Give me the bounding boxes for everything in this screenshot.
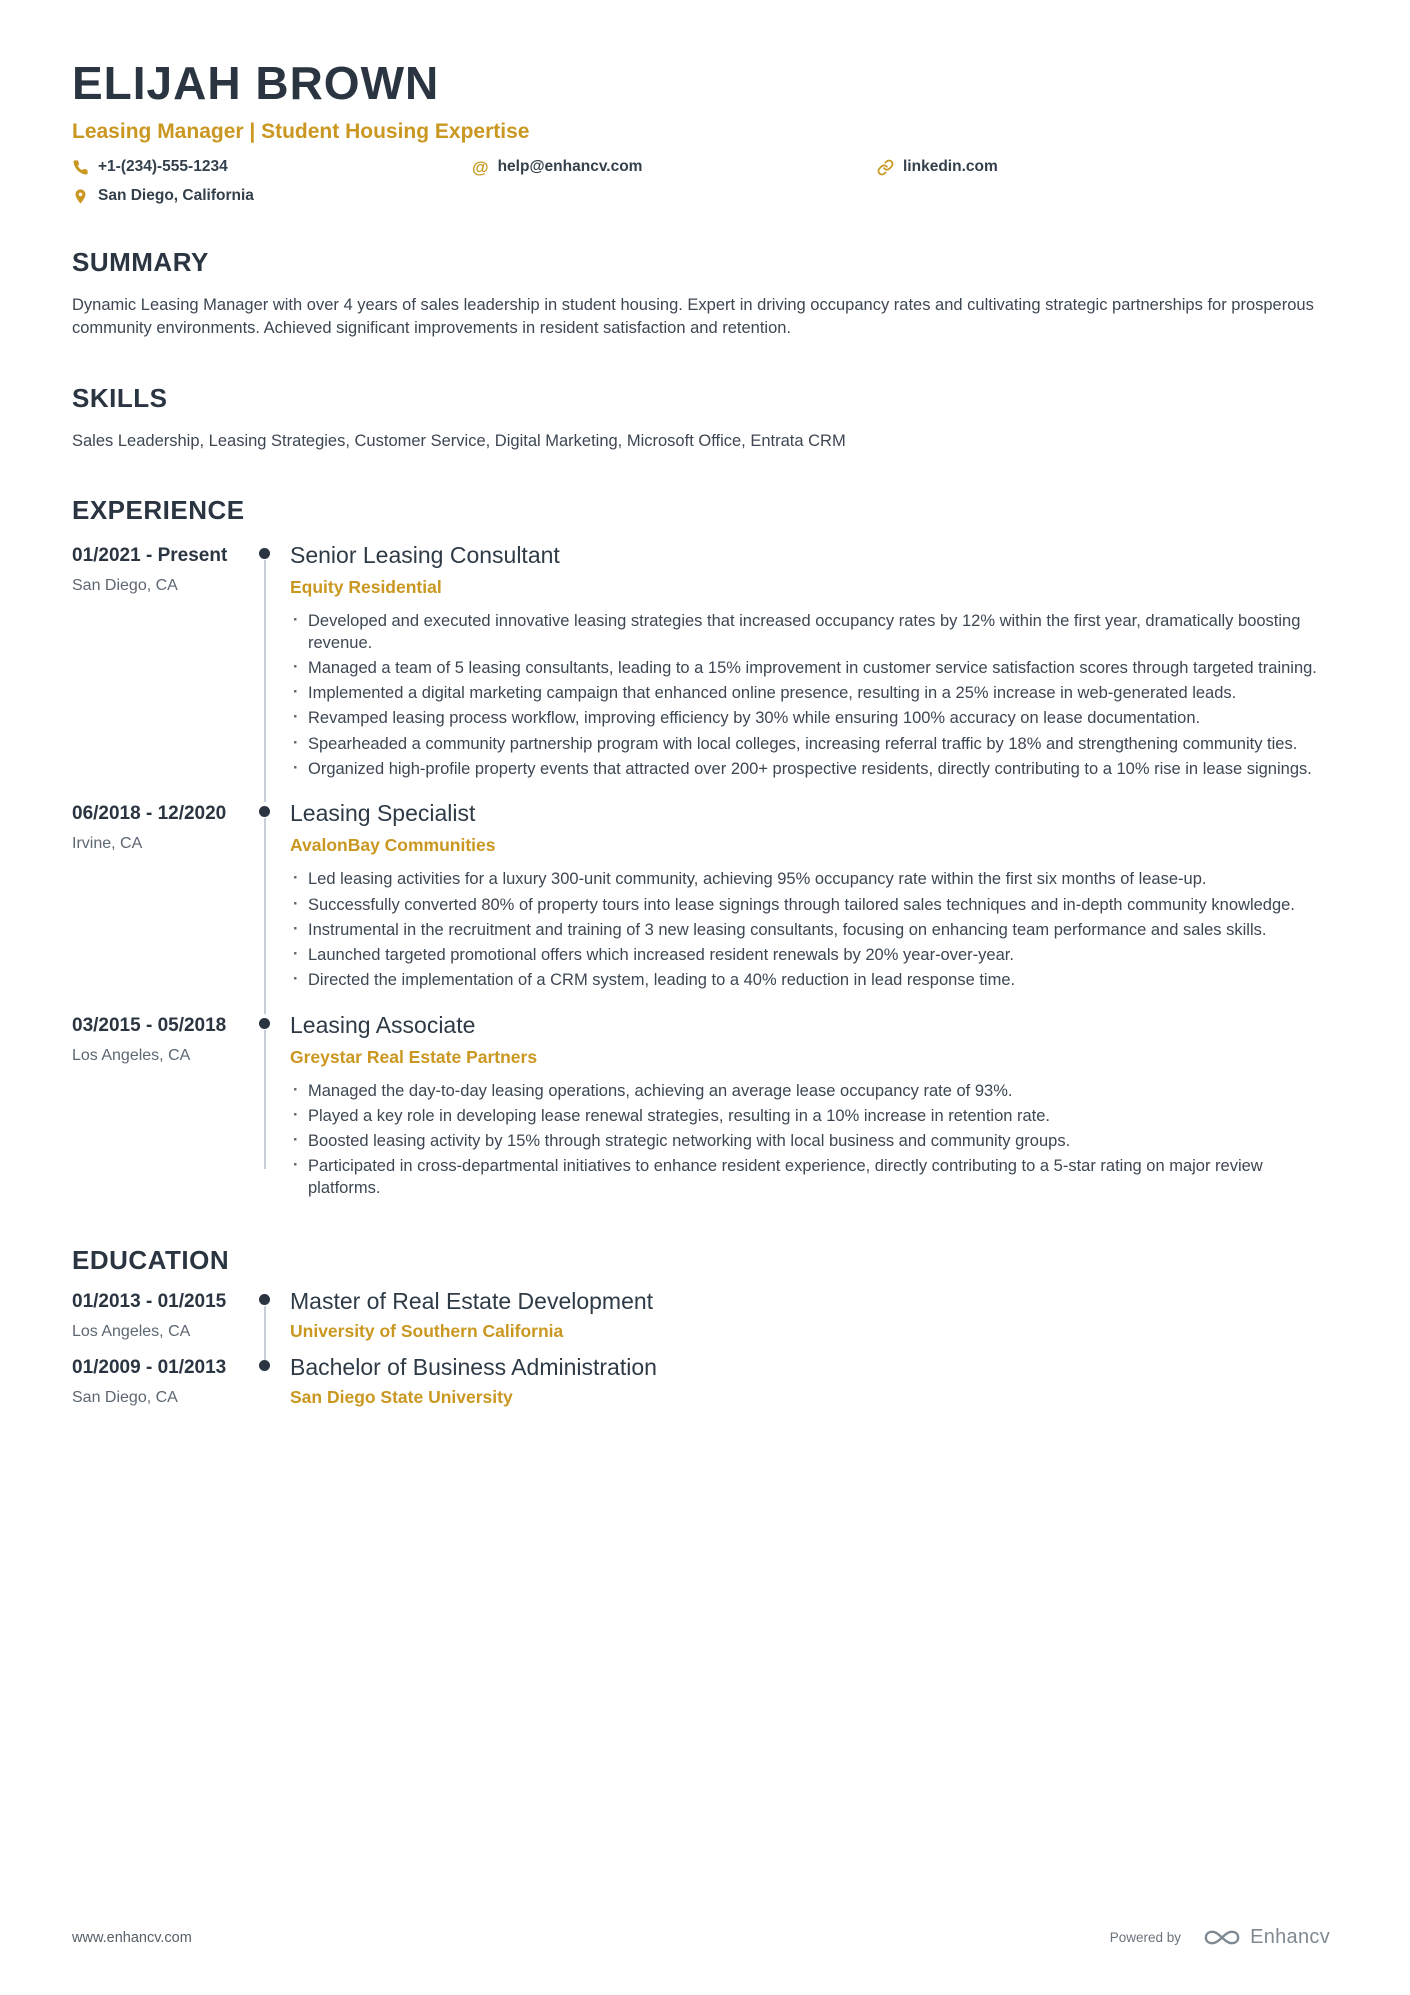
- entry-location: Los Angeles, CA: [72, 1046, 191, 1064]
- entry-location: Irvine, CA: [72, 835, 143, 853]
- phone-number: +1-(234)-555-1234: [98, 158, 228, 175]
- education-entry: [72, 1288, 1330, 1342]
- timeline-line: [264, 1030, 266, 1169]
- entry-dates: 03/2015 - 05/2018: [72, 1014, 227, 1036]
- brand-name: Enhancv: [1250, 1926, 1330, 1948]
- experience-heading: EXPERIENCE: [72, 495, 245, 526]
- experience-entry: [72, 800, 1330, 995]
- bullet-list: [290, 611, 1330, 780]
- entry-content: [290, 1354, 1330, 1408]
- bullet: · Participated in cross-departmental initiatives to enhance resident experience, directly contributing to a 5-star rating on major review platforms.: [290, 1156, 1330, 1199]
- website-link[interactable]: www.enhancv.com: [72, 1929, 192, 1946]
- bullet: · Managed a team of 5 leasing consultants, leading to a 15% improvement in customer service satisfaction scores through targeted training.: [290, 658, 1330, 679]
- timeline-dot: [259, 806, 270, 817]
- summary-section: [72, 247, 1330, 341]
- timeline: [254, 1288, 290, 1342]
- company-name: AvalonBay Communities: [290, 835, 496, 856]
- timeline: [254, 1012, 290, 1203]
- timeline-dot: [259, 1294, 270, 1305]
- education-entry: [72, 1354, 1330, 1408]
- entry-meta: [72, 800, 254, 995]
- timeline: [254, 1354, 290, 1408]
- phone-icon: [72, 159, 89, 176]
- timeline-line: [264, 818, 266, 1013]
- email-address: help@enhancv.com: [497, 158, 643, 175]
- entry-content: [290, 1288, 1330, 1342]
- school-name: San Diego State University: [290, 1387, 513, 1408]
- page-footer: [72, 1926, 1330, 1949]
- powered-by: [1110, 1926, 1330, 1949]
- bullet: · Played a key role in developing lease renewal strategies, resulting in a 10% increase in retention rate.: [290, 1106, 1330, 1127]
- powered-by-text: Powered by: [1109, 1930, 1182, 1945]
- experience-entry: [72, 542, 1330, 784]
- entry-meta: [72, 1288, 254, 1342]
- location-pin-icon: [72, 188, 89, 205]
- entry-dates: 06/2018 - 12/2020: [72, 803, 227, 825]
- location-text: San Diego, California: [98, 187, 254, 204]
- infinity-logo-icon: [1203, 1928, 1241, 1947]
- candidate-name: ELIJAH BROWN: [72, 57, 440, 109]
- entry-dates: 01/2021 - Present: [72, 545, 228, 567]
- education-heading: EDUCATION: [72, 1245, 230, 1276]
- entry-meta: [72, 542, 254, 784]
- entry-location: San Diego, CA: [72, 577, 178, 595]
- job-headline: Leasing Manager | Student Housing Expertise: [72, 120, 530, 143]
- school-name: University of Southern California: [290, 1321, 564, 1342]
- entry-content: [290, 542, 1330, 784]
- email-icon: @: [472, 157, 489, 177]
- summary-heading: SUMMARY: [72, 247, 209, 277]
- entry-meta: [72, 1012, 254, 1203]
- bullet: · Implemented a digital marketing campaign that enhanced online presence, resulting in a 25% increase in web-generated leads.: [290, 683, 1330, 704]
- email-contact[interactable]: [472, 158, 877, 176]
- timeline-dot: [259, 1360, 270, 1371]
- bullet: · Instrumental in the recruitment and training of 3 new leasing consultants, focusing on enhancing team performance and sales skills.: [290, 920, 1330, 941]
- location-contact: [72, 187, 1330, 205]
- linkedin-url: linkedin.com: [903, 158, 998, 175]
- entry-content: [290, 1012, 1330, 1203]
- timeline-line: [264, 560, 266, 802]
- bullet: · Revamped leasing process workflow, improving efficiency by 30% while ensuring 100% accuracy on lease documentation.: [290, 708, 1330, 729]
- skills-section: [72, 383, 1330, 453]
- bullet: · Directed the implementation of a CRM system, leading to a 40% reduction in lead response time.: [290, 970, 1330, 991]
- summary-text: Dynamic Leasing Manager with over 4 years of sales leadership in student housing. Expert in driving occupancy rates and cultivating strategic partnerships for prosperous community environments. Achieved significant improvements in resident satisfaction and retention.: [72, 296, 1314, 338]
- skills-text: Sales Leadership, Leasing Strategies, Customer Service, Digital Marketing, Microsoft Office, Entrata CRM: [72, 431, 846, 450]
- enhancv-logo[interactable]: [1203, 1926, 1330, 1949]
- bullet: · Led leasing activities for a luxury 300-unit community, achieving 95% occupancy rate within the first six months of lease-up.: [290, 869, 1330, 890]
- timeline-dot: [259, 548, 270, 559]
- bullet: · Launched targeted promotional offers which increased resident renewals by 20% year-over-year.: [290, 945, 1330, 966]
- timeline-line: [264, 1306, 266, 1360]
- timeline: [254, 800, 290, 995]
- job-title: Leasing Associate: [290, 1011, 476, 1038]
- job-title: Senior Leasing Consultant: [290, 542, 560, 569]
- bullet: · Managed the day-to-day leasing operations, achieving an average lease occupancy rate of 93%.: [290, 1081, 1330, 1102]
- job-title: Leasing Specialist: [290, 800, 476, 827]
- entry-meta: [72, 1354, 254, 1408]
- bullet: · Organized high-profile property events that attracted over 200+ prospective residents, directly contributing to a 10% rise in lease signings.: [290, 759, 1330, 780]
- bullet: · Successfully converted 80% of property tours into lease signings through tailored sales techniques and in-depth community knowledge.: [290, 895, 1330, 916]
- entry-location: San Diego, CA: [72, 1389, 178, 1407]
- company-name: Equity Residential: [290, 577, 442, 598]
- company-name: Greystar Real Estate Partners: [290, 1046, 538, 1067]
- experience-section: [72, 495, 1330, 1203]
- timeline: [254, 542, 290, 784]
- bullet-list: [290, 869, 1330, 991]
- experience-entry: [72, 1012, 1330, 1203]
- bullet: · Developed and executed innovative leasing strategies that increased occupancy rates by 12% within the first year, dramatically boosting revenue.: [290, 611, 1330, 654]
- bullet: · Boosted leasing activity by 15% through strategic networking with local business and community groups.: [290, 1131, 1330, 1152]
- degree-title: Master of Real Estate Development: [290, 1288, 654, 1315]
- entry-dates: 01/2013 - 01/2015: [72, 1291, 227, 1313]
- phone-contact[interactable]: [72, 158, 472, 176]
- header: [72, 56, 1330, 205]
- contact-row: [72, 158, 1330, 205]
- entry-content: [290, 800, 1330, 995]
- skills-heading: SKILLS: [72, 382, 168, 413]
- timeline-dot: [259, 1018, 270, 1029]
- entry-location: Los Angeles, CA: [72, 1323, 191, 1341]
- entry-dates: 01/2009 - 01/2013: [72, 1357, 227, 1379]
- link-icon: [877, 159, 894, 176]
- bullet: · Spearheaded a community partnership program with local colleges, increasing referral traffic by 18% and strengthening community ties.: [290, 734, 1330, 755]
- education-section: [72, 1245, 1330, 1408]
- bullet-list: [290, 1081, 1330, 1199]
- linkedin-contact[interactable]: [877, 158, 1330, 176]
- degree-title: Bachelor of Business Administration: [290, 1354, 657, 1381]
